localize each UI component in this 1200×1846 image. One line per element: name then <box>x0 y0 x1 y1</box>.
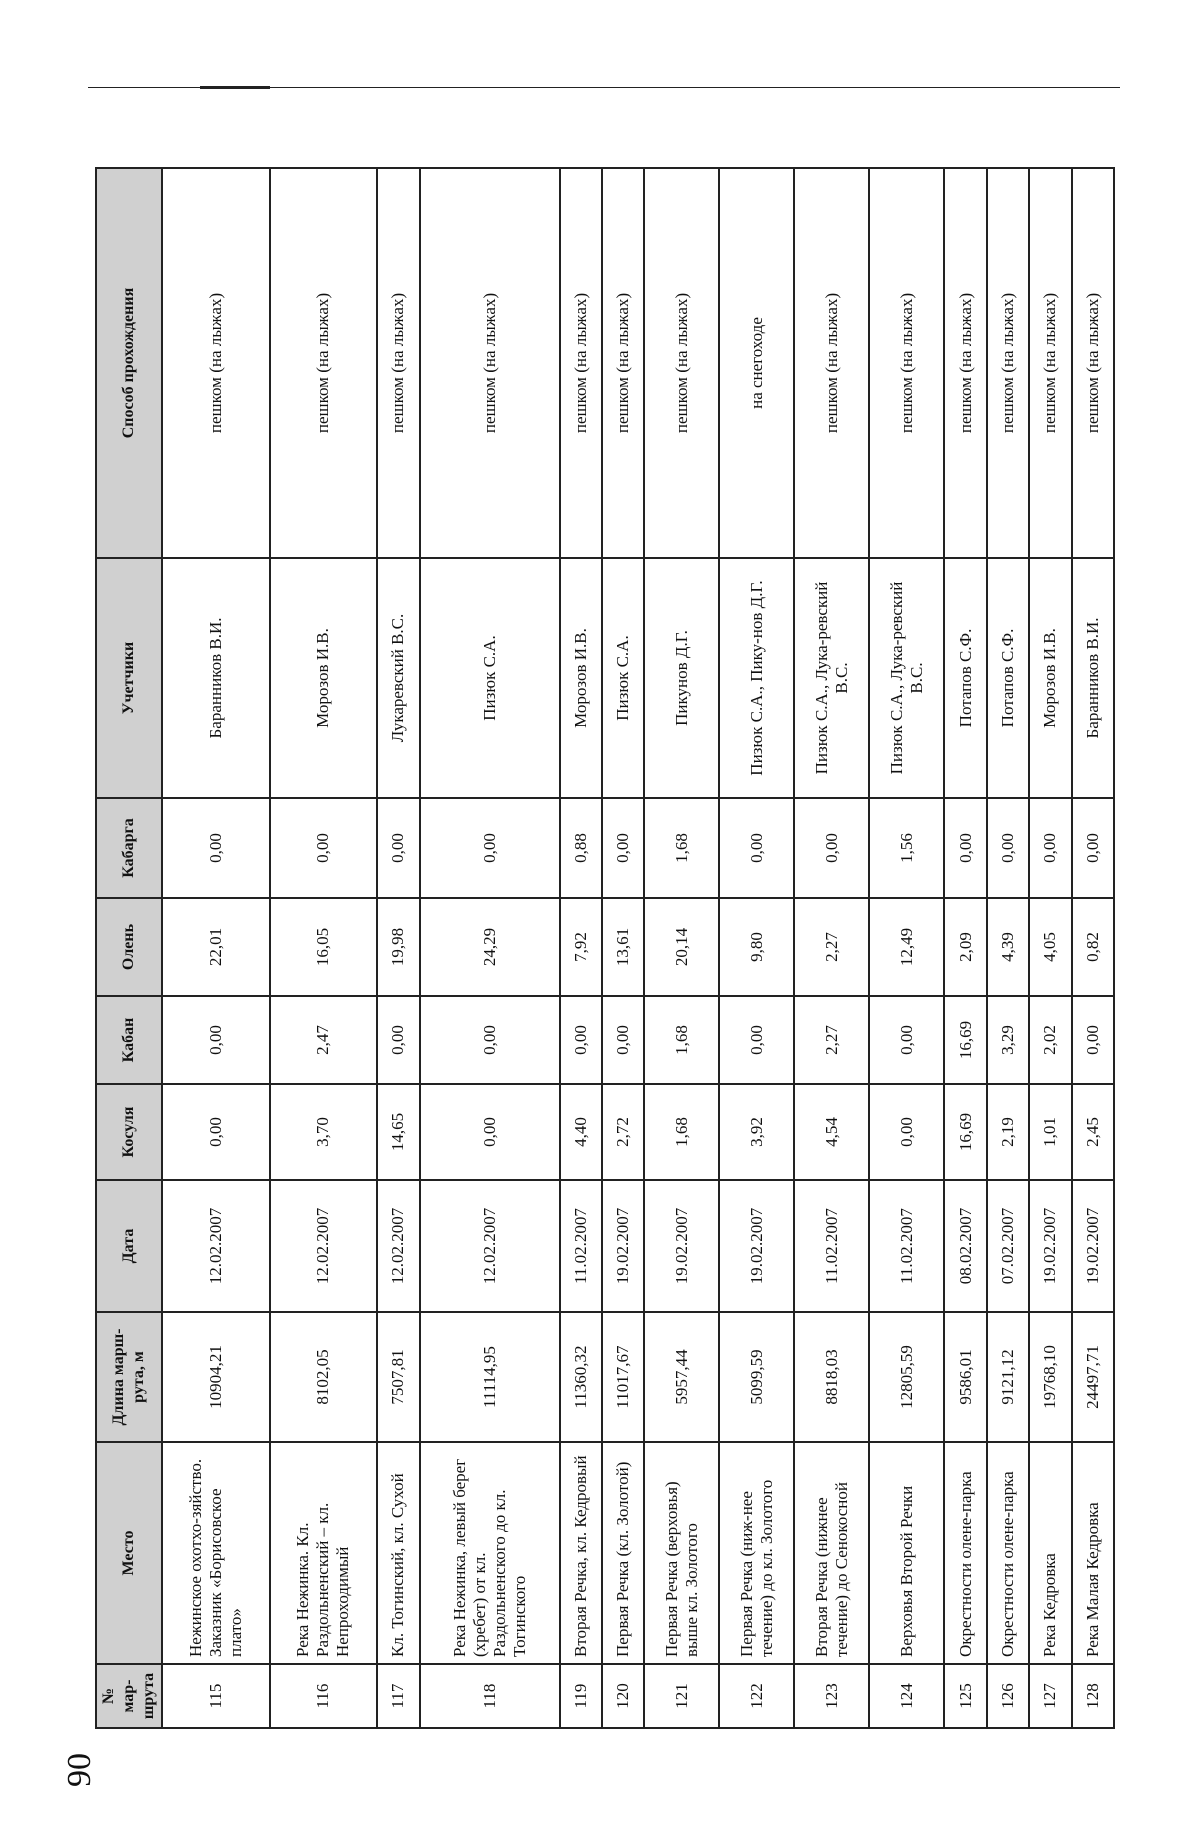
cell-wild-boar: 2,27 <box>794 996 869 1084</box>
cell-route-number: 119 <box>560 1664 602 1728</box>
cell-route-length: 5957,44 <box>644 1312 719 1442</box>
cell-method: пешком (на лыжах) <box>1072 168 1114 558</box>
cell-route-length: 10904,21 <box>162 1312 270 1442</box>
cell-route-number: 115 <box>162 1664 270 1728</box>
cell-place: Река Кедровка <box>1029 1442 1071 1664</box>
cell-roe-deer: 0,00 <box>162 1084 270 1180</box>
cell-route-length: 19768,10 <box>1029 1312 1071 1442</box>
cell-route-number: 123 <box>794 1664 869 1728</box>
cell-wild-boar: 0,00 <box>602 996 644 1084</box>
page-number: 90 <box>60 1740 100 1800</box>
cell-date: 19.02.2007 <box>1072 1180 1114 1312</box>
cell-date: 19.02.2007 <box>719 1180 794 1312</box>
cell-deer: 24,29 <box>420 898 560 996</box>
cell-route-number: 120 <box>602 1664 644 1728</box>
cell-date: 19.02.2007 <box>644 1180 719 1312</box>
cell-route-number: 118 <box>420 1664 560 1728</box>
cell-deer: 16,05 <box>270 898 378 996</box>
cell-deer: 0,82 <box>1072 898 1114 996</box>
cell-wild-boar: 0,00 <box>420 996 560 1084</box>
cell-counters: Пизюк С.А., Лука-ревский В.С. <box>794 558 869 798</box>
cell-date: 12.02.2007 <box>377 1180 419 1312</box>
cell-place: Вторая Речка, кл. Кедровый <box>560 1442 602 1664</box>
route-census-table-container <box>95 169 1115 1729</box>
cell-musk-deer: 0,00 <box>719 798 794 898</box>
cell-route-number: 122 <box>719 1664 794 1728</box>
cell-musk-deer: 0,00 <box>270 798 378 898</box>
cell-route-length: 8102,05 <box>270 1312 378 1442</box>
cell-musk-deer: 1,68 <box>644 798 719 898</box>
cell-wild-boar: 16,69 <box>944 996 986 1084</box>
header-counters: Учетчики <box>96 558 162 798</box>
cell-place: Река Нежинка, левый берег (хребет) от кл. Раздольненского до кл. Тогинского <box>420 1442 560 1664</box>
cell-method: пешком (на лыжах) <box>644 168 719 558</box>
cell-roe-deer: 14,65 <box>377 1084 419 1180</box>
cell-route-number: 117 <box>377 1664 419 1728</box>
cell-route-number: 128 <box>1072 1664 1114 1728</box>
table-row <box>1072 168 1114 1728</box>
cell-route-length: 7507,81 <box>377 1312 419 1442</box>
cell-route-length: 5099,59 <box>719 1312 794 1442</box>
cell-deer: 2,09 <box>944 898 986 996</box>
cell-counters: Баранников В.И. <box>162 558 270 798</box>
cell-place: Окрестности олене-парка <box>987 1442 1029 1664</box>
route-census-table <box>95 167 1115 1729</box>
cell-musk-deer: 0,88 <box>560 798 602 898</box>
cell-roe-deer: 3,92 <box>719 1084 794 1180</box>
cell-route-number: 126 <box>987 1664 1029 1728</box>
cell-musk-deer: 0,00 <box>602 798 644 898</box>
header-route-length: Длина марш- рута, м <box>96 1312 162 1442</box>
cell-roe-deer: 0,00 <box>420 1084 560 1180</box>
table-row <box>869 168 944 1728</box>
cell-place: Окрестности олене-парка <box>944 1442 986 1664</box>
cell-route-number: 127 <box>1029 1664 1071 1728</box>
cell-method: пешком (на лыжах) <box>560 168 602 558</box>
cell-wild-boar: 0,00 <box>719 996 794 1084</box>
cell-method: пешком (на лыжах) <box>987 168 1029 558</box>
cell-musk-deer: 0,00 <box>1072 798 1114 898</box>
cell-method: на снегоходе <box>719 168 794 558</box>
cell-counters: Пизюк С.А., Пику-нов Д.Г. <box>719 558 794 798</box>
cell-counters: Пизюк С.А. <box>420 558 560 798</box>
top-rule-accent <box>200 86 270 89</box>
table-row <box>602 168 644 1728</box>
cell-route-length: 8818,03 <box>794 1312 869 1442</box>
cell-counters: Лукаревский В.С. <box>377 558 419 798</box>
cell-deer: 2,27 <box>794 898 869 996</box>
cell-place: Верховья Второй Речки <box>869 1442 944 1664</box>
cell-deer: 4,39 <box>987 898 1029 996</box>
cell-place: Нежинское охотхо-зяйство. Заказник «Борисовское плато» <box>162 1442 270 1664</box>
cell-route-length: 11017,67 <box>602 1312 644 1442</box>
cell-counters: Морозов И.В. <box>1029 558 1071 798</box>
cell-roe-deer: 1,01 <box>1029 1084 1071 1180</box>
cell-musk-deer: 1,56 <box>869 798 944 898</box>
cell-counters: Пизюк С.А. <box>602 558 644 798</box>
cell-place: Река Малая Кедровка <box>1072 1442 1114 1664</box>
cell-method: пешком (на лыжах) <box>270 168 378 558</box>
cell-wild-boar: 0,00 <box>560 996 602 1084</box>
cell-roe-deer: 16,69 <box>944 1084 986 1180</box>
cell-place: Первая Речка (верховья) выше кл. Золотого <box>644 1442 719 1664</box>
cell-musk-deer: 0,00 <box>377 798 419 898</box>
table-row <box>270 168 378 1728</box>
cell-route-number: 121 <box>644 1664 719 1728</box>
cell-wild-boar: 3,29 <box>987 996 1029 1084</box>
cell-wild-boar: 0,00 <box>869 996 944 1084</box>
cell-place: Первая Речка (кл. Золотой) <box>602 1442 644 1664</box>
table-row <box>1029 168 1071 1728</box>
cell-roe-deer: 0,00 <box>869 1084 944 1180</box>
cell-counters: Морозов И.В. <box>560 558 602 798</box>
cell-wild-boar: 2,47 <box>270 996 378 1084</box>
cell-roe-deer: 2,19 <box>987 1084 1029 1180</box>
cell-wild-boar: 2,02 <box>1029 996 1071 1084</box>
cell-date: 07.02.2007 <box>987 1180 1029 1312</box>
header-date: Дата <box>96 1180 162 1312</box>
table-header-row <box>96 168 162 1728</box>
cell-route-length: 12805,59 <box>869 1312 944 1442</box>
header-roe-deer: Косуля <box>96 1084 162 1180</box>
cell-date: 19.02.2007 <box>1029 1180 1071 1312</box>
cell-place: Вторая Речка (нижнее течение) до Сенокосной <box>794 1442 869 1664</box>
cell-musk-deer: 0,00 <box>162 798 270 898</box>
cell-counters: Пикунов Д.Г. <box>644 558 719 798</box>
header-method: Способ прохождения <box>96 168 162 558</box>
cell-route-number: 125 <box>944 1664 986 1728</box>
table-row <box>560 168 602 1728</box>
header-place: Место <box>96 1442 162 1664</box>
cell-method: пешком (на лыжах) <box>869 168 944 558</box>
cell-roe-deer: 2,72 <box>602 1084 644 1180</box>
cell-place: Первая Речка (ниж-нее течение) до кл. Золотого <box>719 1442 794 1664</box>
cell-deer: 12,49 <box>869 898 944 996</box>
header-musk-deer: Кабарга <box>96 798 162 898</box>
cell-method: пешком (на лыжах) <box>944 168 986 558</box>
cell-route-length: 11360,32 <box>560 1312 602 1442</box>
table-row <box>719 168 794 1728</box>
cell-deer: 9,80 <box>719 898 794 996</box>
cell-date: 19.02.2007 <box>602 1180 644 1312</box>
cell-wild-boar: 0,00 <box>1072 996 1114 1084</box>
cell-place: Река Нежинка. Кл. Раздольненский – кл. Непроходимый <box>270 1442 378 1664</box>
cell-musk-deer: 0,00 <box>1029 798 1071 898</box>
cell-deer: 13,61 <box>602 898 644 996</box>
cell-date: 11.02.2007 <box>869 1180 944 1312</box>
cell-wild-boar: 0,00 <box>162 996 270 1084</box>
table-row <box>162 168 270 1728</box>
cell-deer: 19,98 <box>377 898 419 996</box>
table-row <box>794 168 869 1728</box>
cell-method: пешком (на лыжах) <box>162 168 270 558</box>
cell-wild-boar: 0,00 <box>377 996 419 1084</box>
cell-counters: Пизюк С.А., Лука-ревский В.С. <box>869 558 944 798</box>
cell-roe-deer: 3,70 <box>270 1084 378 1180</box>
table-row <box>944 168 986 1728</box>
cell-route-length: 9121,12 <box>987 1312 1029 1442</box>
cell-method: пешком (на лыжах) <box>377 168 419 558</box>
cell-deer: 7,92 <box>560 898 602 996</box>
table-row <box>420 168 560 1728</box>
cell-route-number: 124 <box>869 1664 944 1728</box>
cell-route-length: 9586,01 <box>944 1312 986 1442</box>
cell-roe-deer: 2,45 <box>1072 1084 1114 1180</box>
cell-route-number: 116 <box>270 1664 378 1728</box>
cell-method: пешком (на лыжах) <box>420 168 560 558</box>
cell-place: Кл. Тогинский, кл. Сухой <box>377 1442 419 1664</box>
cell-musk-deer: 0,00 <box>944 798 986 898</box>
cell-counters: Потапов С.Ф. <box>987 558 1029 798</box>
table-row <box>644 168 719 1728</box>
cell-wild-boar: 1,68 <box>644 996 719 1084</box>
cell-date: 11.02.2007 <box>794 1180 869 1312</box>
cell-roe-deer: 4,40 <box>560 1084 602 1180</box>
cell-counters: Морозов И.В. <box>270 558 378 798</box>
cell-date: 12.02.2007 <box>420 1180 560 1312</box>
cell-route-length: 11114,95 <box>420 1312 560 1442</box>
cell-route-length: 24497,71 <box>1072 1312 1114 1442</box>
table-row <box>987 168 1029 1728</box>
cell-musk-deer: 0,00 <box>420 798 560 898</box>
cell-date: 08.02.2007 <box>944 1180 986 1312</box>
cell-date: 11.02.2007 <box>560 1180 602 1312</box>
cell-musk-deer: 0,00 <box>794 798 869 898</box>
cell-deer: 20,14 <box>644 898 719 996</box>
header-deer: Олень <box>96 898 162 996</box>
cell-counters: Баранников В.И. <box>1072 558 1114 798</box>
header-route-number: № мар- шрута <box>96 1664 162 1728</box>
cell-method: пешком (на лыжах) <box>794 168 869 558</box>
cell-counters: Потапов С.Ф. <box>944 558 986 798</box>
cell-date: 12.02.2007 <box>162 1180 270 1312</box>
cell-deer: 22,01 <box>162 898 270 996</box>
cell-deer: 4,05 <box>1029 898 1071 996</box>
cell-date: 12.02.2007 <box>270 1180 378 1312</box>
cell-roe-deer: 1,68 <box>644 1084 719 1180</box>
cell-musk-deer: 0,00 <box>987 798 1029 898</box>
table-row <box>377 168 419 1728</box>
header-wild-boar: Кабан <box>96 996 162 1084</box>
cell-method: пешком (на лыжах) <box>602 168 644 558</box>
cell-method: пешком (на лыжах) <box>1029 168 1071 558</box>
cell-roe-deer: 4,54 <box>794 1084 869 1180</box>
